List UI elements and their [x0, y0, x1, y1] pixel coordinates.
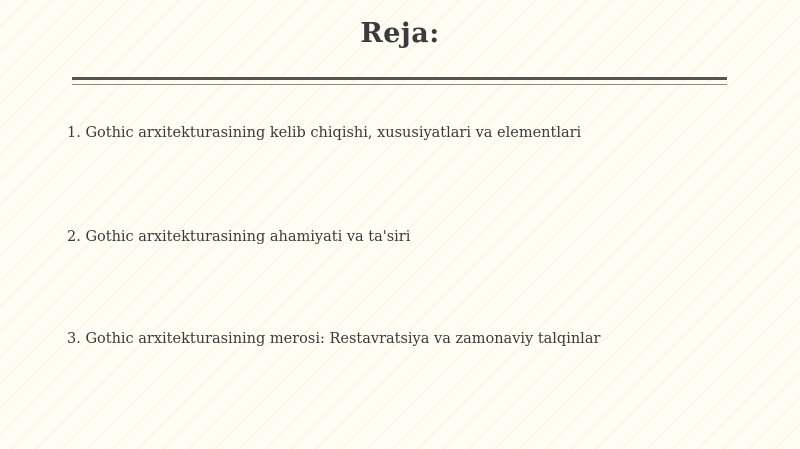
slide-title: Reja:: [360, 18, 440, 49]
plan-item-2: 2. Gothic arxitekturasining ahamiyati va ta'siri: [67, 229, 411, 245]
title-divider-thin: [72, 84, 727, 85]
title-divider-thick: [72, 77, 727, 80]
plan-item-3: 3. Gothic arxitekturasining merosi: Restavratsiya va zamonaviy talqinlar: [67, 331, 601, 347]
plan-item-1: 1. Gothic arxitekturasining kelib chiqishi, xususiyatlari va elementlari: [67, 125, 582, 141]
